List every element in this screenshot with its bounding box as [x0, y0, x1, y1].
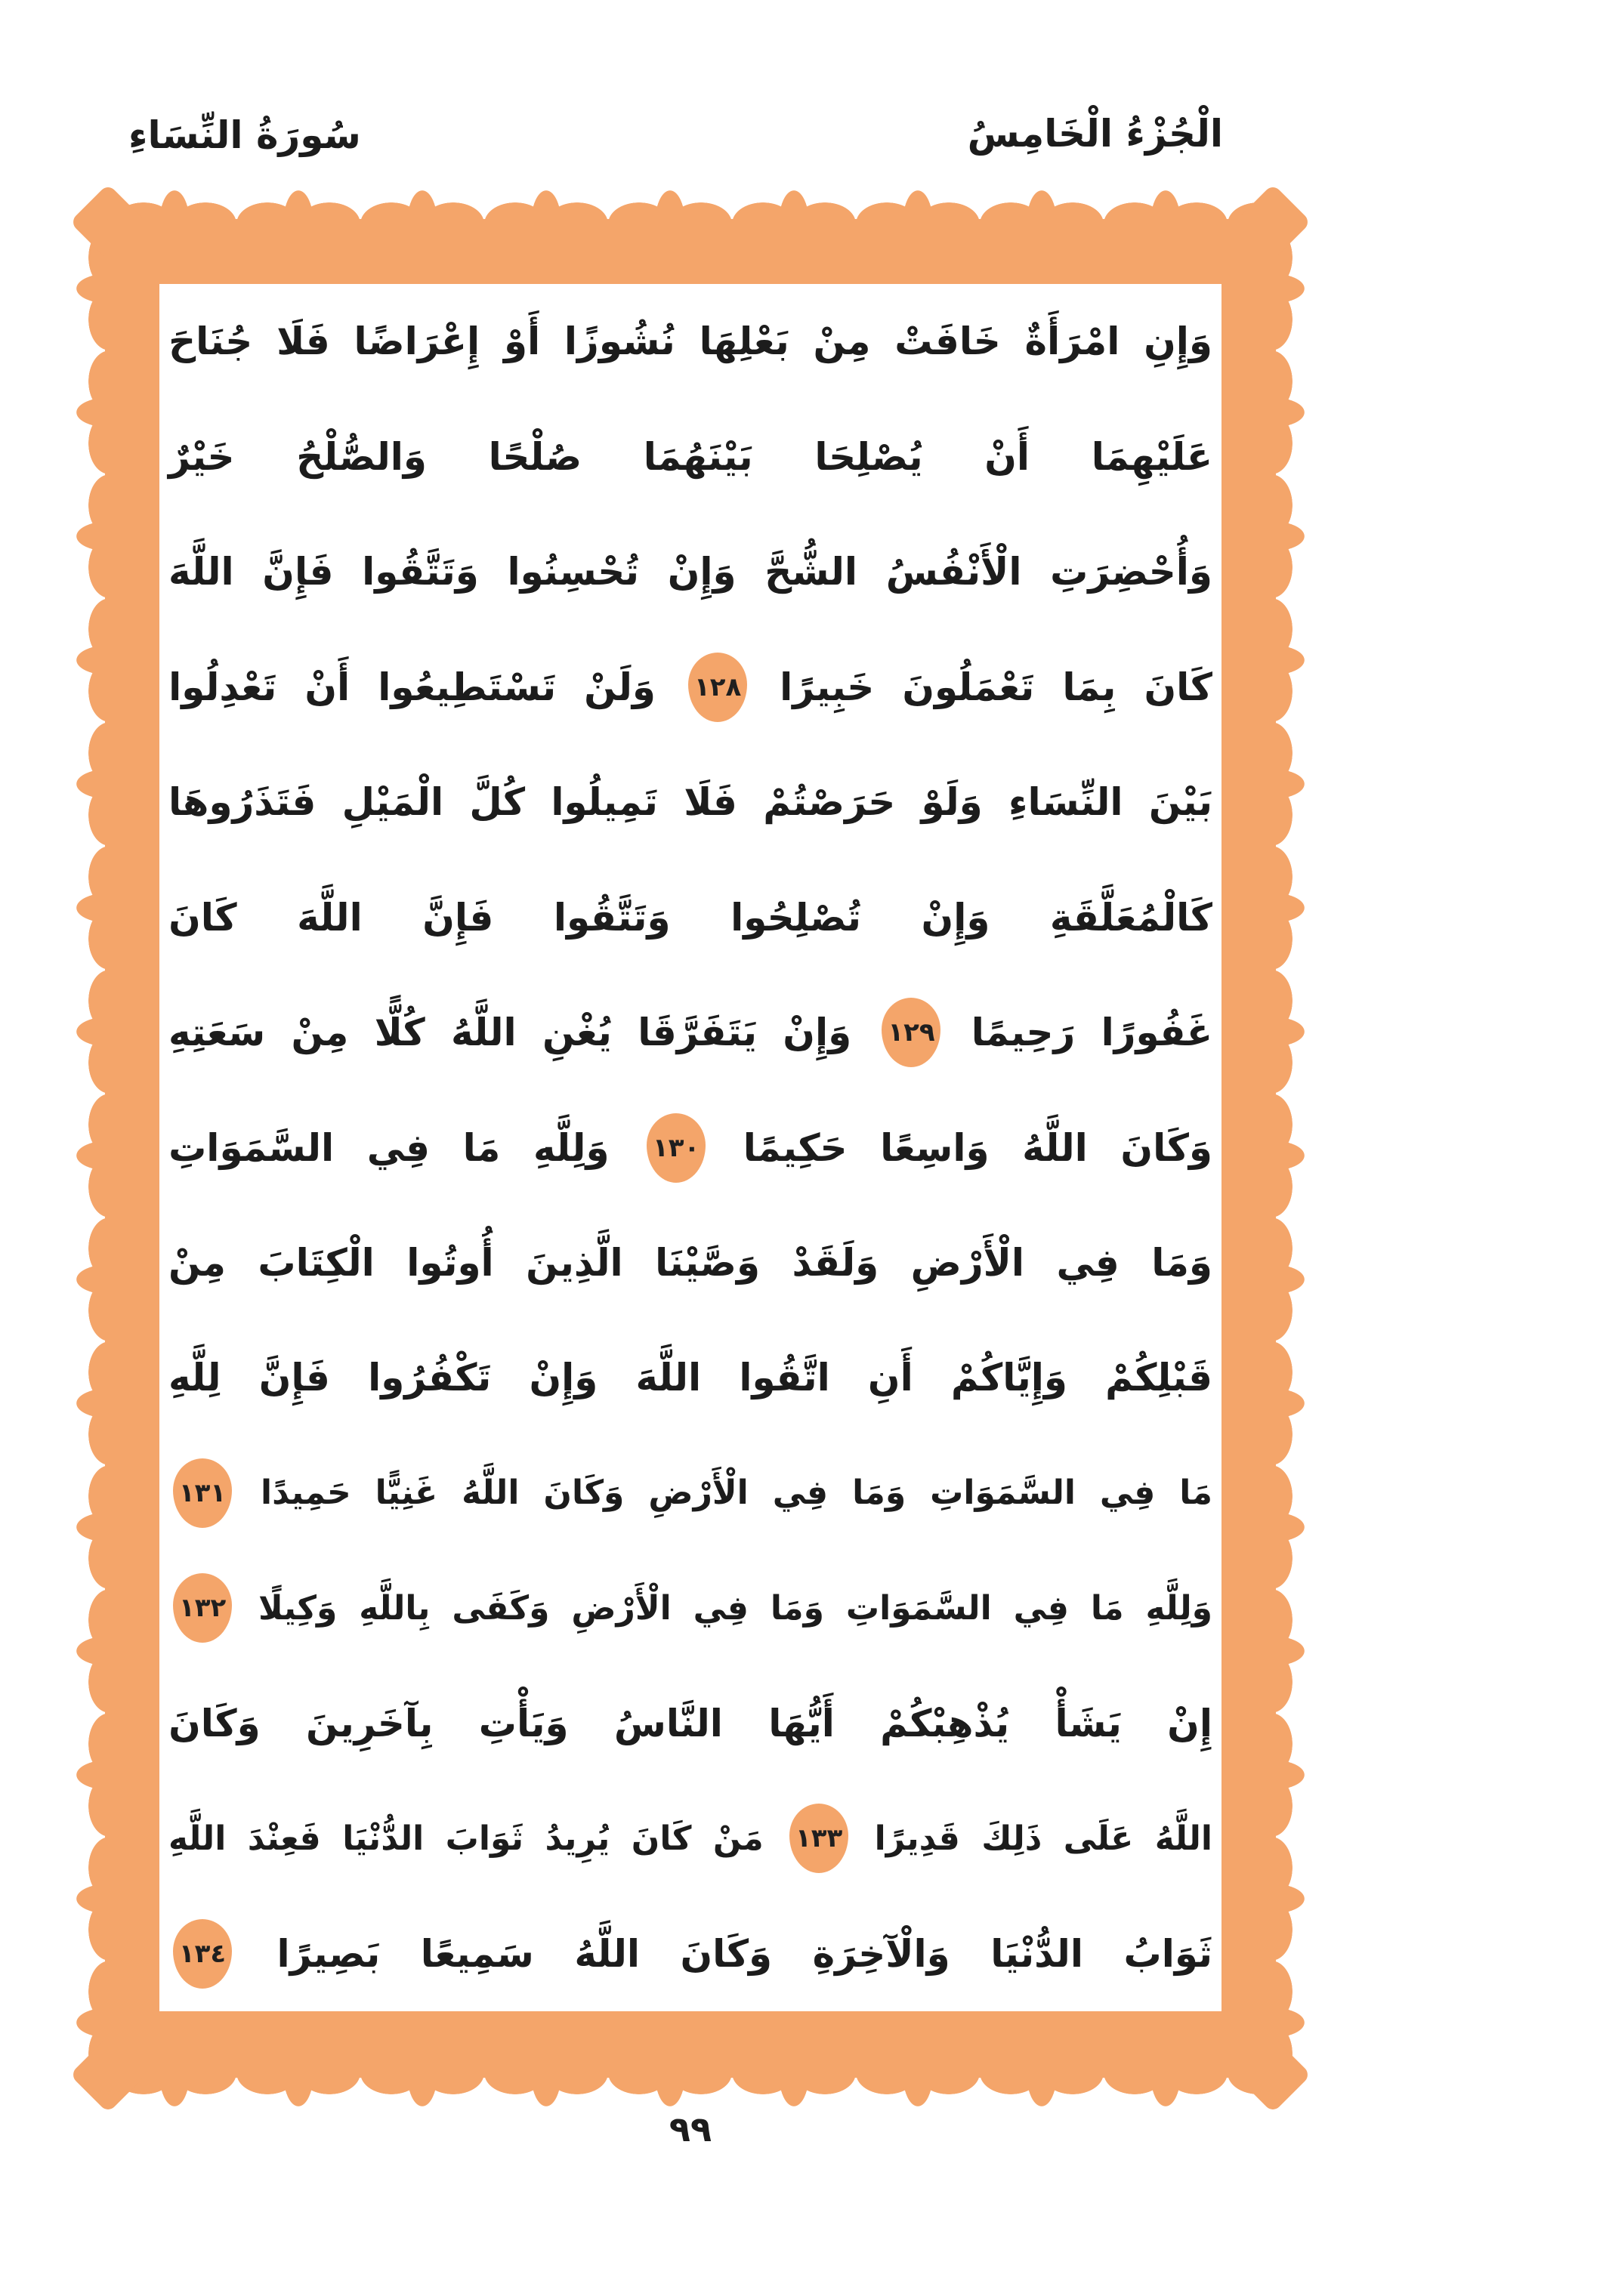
word: اتَّقُوا — [739, 1356, 830, 1400]
quran-line-13 — [168, 1666, 1212, 1781]
word: وَإِيَّاكُمْ — [950, 1356, 1067, 1400]
word: وَكَانَ — [1120, 1125, 1212, 1170]
word: بِآخَرِينَ — [305, 1701, 434, 1745]
word: وَكِيلًا — [258, 1588, 338, 1628]
word: فِي — [1099, 1474, 1156, 1513]
word: سَمِيعًا — [420, 1931, 534, 1976]
word: كَانَ — [1144, 665, 1212, 709]
word: تَكْفُرُوا — [368, 1356, 492, 1400]
ornamental-border — [87, 201, 1294, 2096]
verse-number-marker: ١٢٨ — [688, 653, 747, 722]
word: فَلَا — [276, 319, 330, 364]
word: تَمِيلُوا — [551, 780, 658, 825]
word: وَاسِعًا — [880, 1125, 990, 1170]
word: وَتَتَّقُوا — [553, 895, 671, 940]
word: يُصْلِحَا — [814, 434, 923, 479]
word: وَكَانَ — [543, 1474, 625, 1513]
word: فِي — [772, 1474, 829, 1513]
word: بَصِيرًا — [276, 1931, 381, 1976]
juz-header: الْجُزْءُ الْخَامِسُ — [967, 112, 1223, 156]
word: وَأُحْضِرَتِ — [1050, 550, 1212, 594]
word: الْأَرْضِ — [571, 1588, 672, 1628]
word: قَبْلِكُمْ — [1105, 1356, 1212, 1400]
quran-line-9 — [168, 1205, 1212, 1320]
word: رَحِيمًا — [971, 1011, 1076, 1055]
quran-line-5 — [168, 745, 1212, 859]
quran-line-4 — [168, 629, 1212, 744]
word: تُحْسِنُوا — [507, 550, 640, 594]
word: يُذْهِبْكُمْ — [880, 1701, 1010, 1745]
quran-line-14 — [168, 1781, 1212, 1896]
word: وَكَانَ — [680, 1931, 773, 1976]
word: عَلَيْهِمَا — [1091, 434, 1212, 479]
word: فَإِنَّ — [262, 550, 334, 594]
word: سَعَتِهِ — [168, 1011, 266, 1055]
word: وَمَا — [1151, 1240, 1212, 1285]
page-number: ٩٩ — [669, 2109, 712, 2149]
word: فِي — [1013, 1588, 1069, 1628]
quran-line-8 — [168, 1090, 1212, 1205]
word: مَا — [462, 1125, 501, 1170]
word: قَدِيرًا — [874, 1819, 960, 1858]
word: ثَوَابُ — [1123, 1931, 1212, 1976]
word: الْأَنْفُسُ — [885, 550, 1022, 594]
word: تَسْتَطِيعُوا — [378, 665, 557, 709]
verse-number-marker: ١٣٤ — [173, 1919, 232, 1989]
word: الْمَيْلِ — [341, 780, 444, 825]
word: السَّمَوَاتِ — [930, 1474, 1076, 1513]
word: أَنْ — [984, 434, 1030, 479]
quran-line-10 — [168, 1320, 1212, 1435]
word: وَلِلَّهِ — [1145, 1588, 1212, 1628]
word: فَإِنَّ — [422, 895, 494, 940]
word: يُغْنِ — [542, 1011, 612, 1055]
word: تَعْمَلُونَ — [902, 665, 1035, 709]
word: وَإِنْ — [921, 895, 990, 940]
verse-number-marker: ١٢٩ — [882, 998, 940, 1067]
word: يَتَفَرَّقَا — [638, 1011, 758, 1055]
word: الْأَرْضِ — [648, 1474, 749, 1513]
word: يُرِيدُ — [545, 1819, 610, 1858]
word: أَوْ — [503, 319, 541, 364]
word: الْكِتَابَ — [258, 1240, 375, 1285]
word: خَافَتْ — [894, 319, 1001, 364]
word: بَيْنَ — [1148, 780, 1212, 825]
word: الْأَرْضِ — [910, 1240, 1025, 1285]
surah-header: سُورَةُ النِّسَاءِ — [128, 113, 361, 157]
word: وَإِنْ — [783, 1011, 852, 1055]
word: وَكَفَى — [452, 1588, 550, 1628]
word: وَلَقَدْ — [792, 1240, 879, 1285]
word: غَنِيًّا — [375, 1474, 438, 1513]
word: تَعْدِلُوا — [168, 665, 277, 709]
word: اللَّهُ — [1022, 1125, 1088, 1170]
word: كُلَّ — [469, 780, 526, 825]
border-scallops-right — [1271, 227, 1306, 2070]
word: مِنْ — [291, 1011, 349, 1055]
word: الَّذِينَ — [526, 1240, 623, 1285]
word: بِمَا — [1062, 665, 1116, 709]
word: بِاللَّهِ — [359, 1588, 431, 1628]
word: مَنْ — [712, 1819, 764, 1858]
word: وَلِلَّهِ — [533, 1125, 610, 1170]
word: فَتَذَرُوهَا — [168, 780, 317, 825]
word: إِعْرَاضًا — [354, 319, 480, 364]
border-scallops-bottom — [113, 2073, 1268, 2108]
word: وَمَا — [770, 1588, 824, 1628]
word: أَنْ — [304, 665, 351, 709]
quran-line-7 — [168, 975, 1212, 1090]
quran-text-area — [168, 284, 1212, 2011]
word: النَّاسُ — [613, 1701, 723, 1745]
quran-line-12 — [168, 1551, 1212, 1665]
quran-line-2 — [168, 399, 1212, 514]
word: ثَوَابَ — [445, 1819, 524, 1858]
word: اللَّهُ — [462, 1474, 520, 1513]
word: السَّمَوَاتِ — [845, 1588, 992, 1628]
word: الشُّحَّ — [764, 550, 858, 594]
word: كَانَ — [631, 1819, 692, 1858]
word: فِي — [366, 1125, 431, 1170]
word: الدُّنْيَا — [990, 1931, 1083, 1976]
word: وَيَأْتِ — [478, 1701, 569, 1745]
word: حَمِيدًا — [261, 1474, 351, 1513]
word: أَيُّهَا — [768, 1701, 835, 1745]
word: اللَّهِ — [168, 1819, 227, 1858]
word: جُنَاحَ — [168, 319, 253, 364]
word: خَبِيرًا — [780, 665, 875, 709]
word: وَإِنْ — [529, 1356, 598, 1400]
word: وَالْآخِرَةِ — [812, 1931, 950, 1976]
word: وَلَنْ — [584, 665, 656, 709]
word: وَتَتَّقُوا — [362, 550, 479, 594]
word: اللَّهَ — [635, 1356, 702, 1400]
word: تُصْلِحُوا — [730, 895, 862, 940]
word: بَيْنَهُمَا — [643, 434, 753, 479]
word: كُلًّا — [374, 1011, 425, 1055]
word: كَالْمُعَلَّقَةِ — [1049, 895, 1212, 940]
word: اللَّهُ — [451, 1011, 517, 1055]
quran-line-15 — [168, 1896, 1212, 2011]
word: يَشَأْ — [1055, 1701, 1122, 1745]
word: السَّمَوَاتِ — [168, 1125, 335, 1170]
word: أَنِ — [867, 1356, 913, 1400]
word: حَكِيمًا — [743, 1125, 848, 1170]
word: اللَّهَ — [168, 550, 234, 594]
word: اللَّهُ — [574, 1931, 640, 1976]
word: إِنْ — [1167, 1701, 1212, 1745]
word: فَعِنْدَ — [247, 1819, 321, 1858]
quran-line-11 — [168, 1436, 1212, 1551]
verse-number-marker: ١٣٣ — [789, 1804, 848, 1873]
word: وَكَانَ — [168, 1701, 261, 1745]
word: وَالصُّلْحُ — [296, 434, 427, 479]
word: لِلَّهِ — [168, 1356, 221, 1400]
word: فِي — [1056, 1240, 1120, 1285]
word: فَلَا — [684, 780, 737, 825]
word: وَصَّيْنَا — [655, 1240, 761, 1285]
word: وَإِنْ — [667, 550, 737, 594]
quran-line-6 — [168, 859, 1212, 974]
word: فَإِنَّ — [258, 1356, 330, 1400]
verse-number-marker: ١٣٠ — [647, 1113, 706, 1183]
word: صُلْحًا — [488, 434, 582, 479]
word: وَمَا — [852, 1474, 906, 1513]
verse-number-marker: ١٣١ — [173, 1458, 232, 1528]
word: مِنْ — [813, 319, 871, 364]
word: كَانَ — [168, 895, 237, 940]
word: وَلَوْ — [921, 780, 983, 825]
word: حَرَصْتُمْ — [763, 780, 896, 825]
word: نُشُوزًا — [564, 319, 675, 364]
word: وَإِنِ — [1144, 319, 1212, 364]
text-panel — [159, 284, 1221, 2011]
word: ذَلِكَ — [981, 1819, 1042, 1858]
word: النِّسَاءِ — [1008, 780, 1123, 825]
word: مَا — [1090, 1588, 1124, 1628]
word: أُوتُوا — [406, 1240, 494, 1285]
word: امْرَأَةٌ — [1024, 319, 1120, 364]
word: اللَّهَ — [297, 895, 363, 940]
word: بَعْلِهَا — [699, 319, 789, 364]
word: الدُّنْيَا — [342, 1819, 425, 1858]
word: فِي — [693, 1588, 749, 1628]
quran-line-1 — [168, 284, 1212, 399]
word: عَلَى — [1063, 1819, 1134, 1858]
word: خَيْرٌ — [168, 434, 235, 479]
verse-number-marker: ١٣٢ — [173, 1573, 232, 1643]
word: مَا — [1179, 1474, 1212, 1513]
word: مِنْ — [168, 1240, 226, 1285]
quran-line-3 — [168, 514, 1212, 629]
word: غَفُورًا — [1101, 1011, 1212, 1055]
word: اللَّهُ — [1154, 1819, 1212, 1858]
